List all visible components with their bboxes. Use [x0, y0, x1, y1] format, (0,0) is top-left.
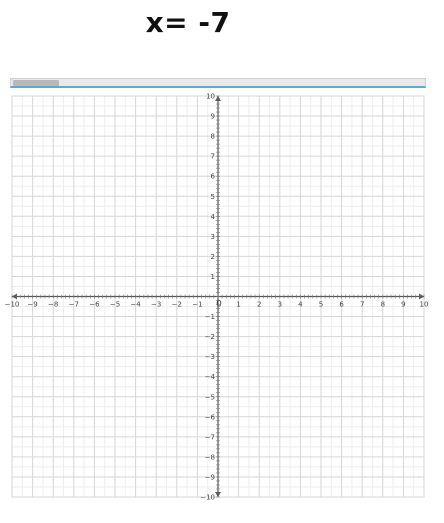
y-tick-label: −4 [204, 373, 215, 382]
y-tick-label: −5 [204, 393, 215, 402]
y-tick-label: −2 [204, 333, 215, 342]
y-tick-label: 7 [210, 152, 215, 161]
y-tick-label: −7 [204, 433, 215, 442]
x-tick-label: 1 [236, 300, 241, 309]
x-tick-label: 10 [419, 300, 429, 309]
y-tick-label: 6 [210, 172, 215, 181]
x-tick-label: −4 [130, 300, 141, 309]
x-tick-label: 6 [339, 300, 344, 309]
x-tick-label: 8 [380, 300, 386, 309]
x-tick-label: −10 [4, 300, 20, 309]
x-tick-label: −7 [68, 300, 79, 309]
y-tick-label: 5 [210, 192, 215, 201]
x-tick-label: −1 [192, 300, 203, 309]
y-tick-label: −8 [204, 453, 215, 462]
y-tick-label: −1 [204, 313, 215, 322]
x-tick-label: 2 [256, 300, 262, 309]
y-tick-label: 2 [210, 252, 215, 261]
y-tick-label: 9 [210, 112, 215, 121]
x-tick-label: 7 [359, 300, 365, 309]
x-tick-label: −5 [109, 300, 121, 309]
y-tick-label: −6 [204, 413, 215, 422]
y-tick-label: −3 [204, 353, 215, 362]
origin-label: 0 [216, 299, 222, 310]
x-tick-label: −3 [151, 300, 162, 309]
y-tick-label: 8 [210, 132, 215, 141]
x-tick-label: −2 [171, 300, 182, 309]
x-tick-label: −8 [48, 300, 59, 309]
x-tick-label: 5 [318, 300, 324, 309]
x-tick-label: 3 [277, 300, 283, 309]
x-tick-label: 4 [298, 300, 303, 309]
y-tick-label: 1 [210, 272, 215, 281]
equation-title: x= -7 [145, 6, 231, 39]
x-tick-label: 9 [401, 300, 406, 309]
y-tick-label: 10 [206, 92, 215, 101]
x-tick-label: −9 [27, 300, 38, 309]
x-tick-label: −6 [89, 300, 100, 309]
y-tick-label: −10 [200, 493, 215, 502]
y-tick-label: 3 [210, 232, 215, 241]
y-tick-label: −9 [204, 473, 215, 482]
y-tick-label: 4 [210, 212, 215, 221]
